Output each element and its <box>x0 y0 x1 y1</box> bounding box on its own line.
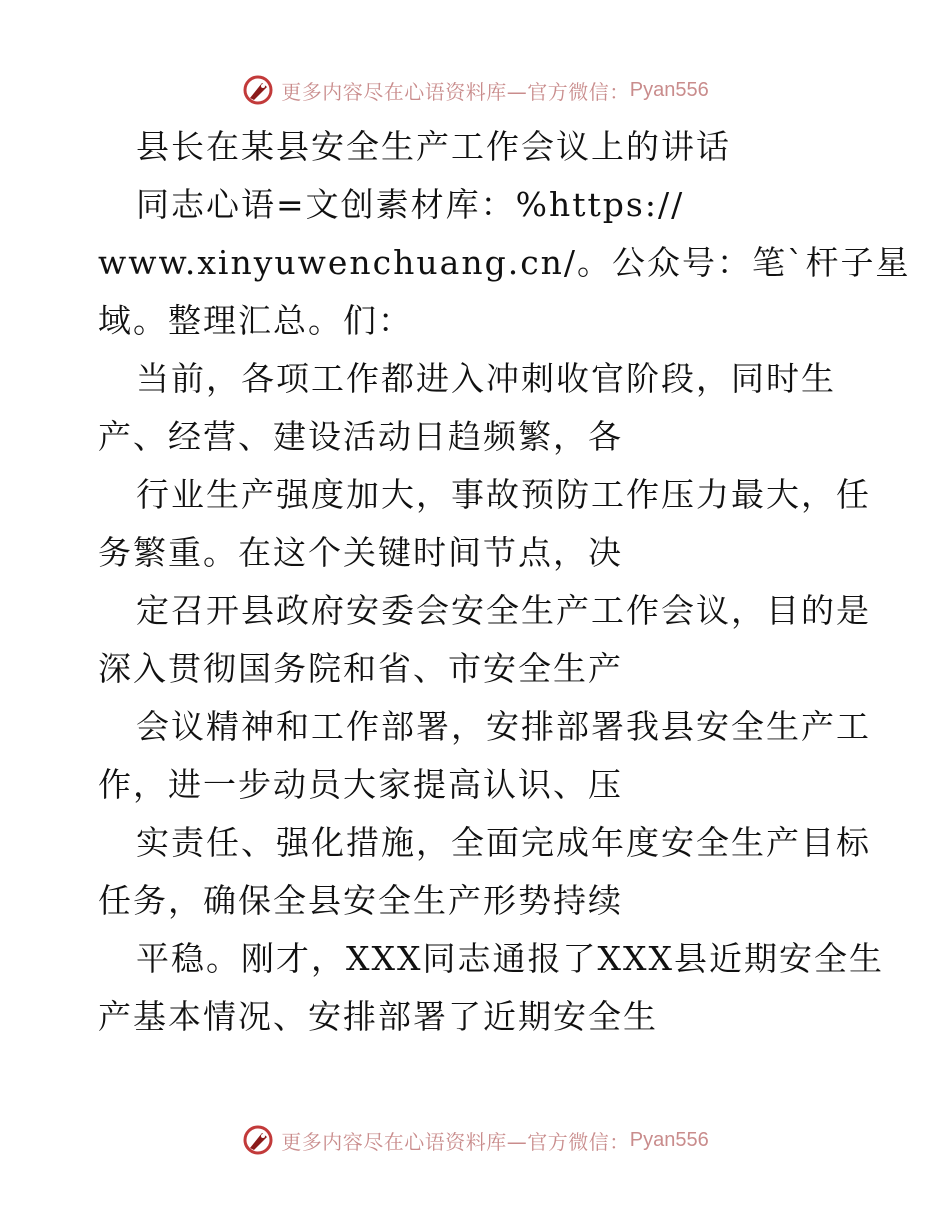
text-line: 会议精神和工作部署，安排部署我县安全生产工 <box>136 707 871 746</box>
pen-nib-logo-icon <box>241 1123 275 1157</box>
text-line: www.xinyuwenchuang.cn/。公众号：笔`杆子星 <box>98 243 911 282</box>
footer-watermark <box>0 1122 950 1158</box>
text-line: 深入贯彻国务院和省、市安全生产 <box>98 649 623 688</box>
watermark-id: Pyan556 <box>629 1128 709 1151</box>
text-line: 平稳。刚才，XXX同志通报了XXX县近期安全生 <box>136 939 884 978</box>
document-title: 县长在某县安全生产工作会议上的讲话 <box>136 127 731 166</box>
watermark-text: 更多内容尽在心语资料库—官方微信： <box>281 1129 630 1154</box>
text-line: 同志心语=文创素材库：%https:// <box>136 185 685 224</box>
text-line: 产、经营、建设活动日趋频繁，各 <box>98 417 623 456</box>
header-watermark <box>0 72 950 108</box>
text-line: 务繁重。在这个关键时间节点，决 <box>98 533 623 572</box>
text-line: 行业生产强度加大，事故预防工作压力最大，任 <box>136 475 871 514</box>
watermark-id: Pyan556 <box>629 78 709 101</box>
watermark-text: 更多内容尽在心语资料库—官方微信： <box>281 79 630 104</box>
text-line: 当前，各项工作都进入冲刺收官阶段，同时生 <box>136 359 836 398</box>
text-line: 任务，确保全县安全生产形势持续 <box>98 881 623 920</box>
text-line: 定召开县政府安委会安全生产工作会议，目的是 <box>136 591 871 630</box>
pen-nib-logo-icon <box>241 73 275 107</box>
document-body <box>98 118 911 1046</box>
text-line: 作，进一步动员大家提高认识、压 <box>98 765 623 804</box>
text-line: 域。整理汇总。们： <box>98 301 413 340</box>
text-line: 实责任、强化措施，全面完成年度安全生产目标 <box>136 823 871 862</box>
text-line: 产基本情况、安排部署了近期安全生 <box>98 997 658 1036</box>
